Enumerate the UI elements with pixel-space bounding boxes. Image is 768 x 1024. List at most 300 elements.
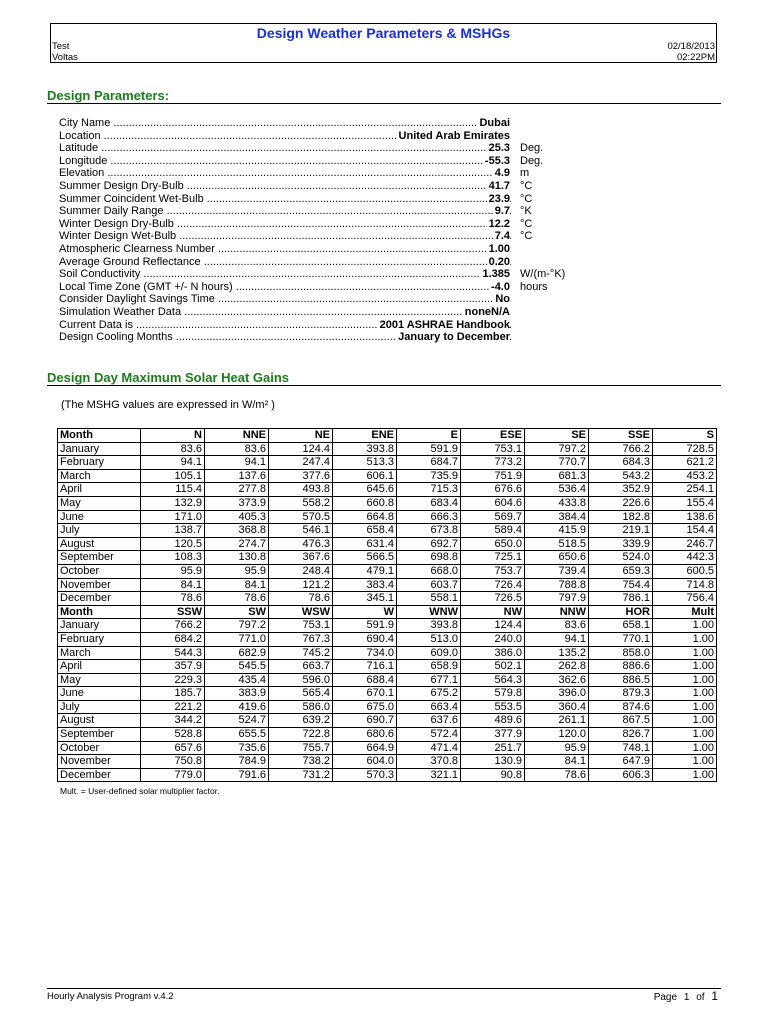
table-row — [58, 592, 717, 606]
value-cell: 415.9 — [525, 524, 589, 538]
value-cell: 502.1 — [461, 660, 525, 674]
value-cell: 766.2 — [589, 442, 653, 456]
parameter-label: Winter Design Dry-Bulb ..... — [59, 218, 511, 231]
value-cell: 788.8 — [525, 578, 589, 592]
parameter-row — [59, 142, 559, 155]
value-cell: 690.7 — [333, 714, 397, 728]
value-cell: 1.00 — [653, 687, 717, 701]
value-cell: 715.3 — [397, 483, 461, 497]
value-cell: 262.8 — [525, 660, 589, 674]
value-cell: 518.5 — [525, 537, 589, 551]
value-cell: 1.00 — [653, 728, 717, 742]
value-cell: 604.6 — [461, 496, 525, 510]
table-row — [58, 768, 717, 782]
value-cell: 751.9 — [461, 469, 525, 483]
value-cell: 240.0 — [461, 632, 525, 646]
table-row — [58, 483, 717, 497]
month-cell: July — [58, 524, 141, 538]
value-cell: 405.3 — [205, 510, 269, 524]
value-cell: 396.0 — [525, 687, 589, 701]
value-cell: 600.5 — [653, 564, 717, 578]
value-cell: 120.0 — [525, 728, 589, 742]
value-cell: 362.6 — [525, 673, 589, 687]
value-cell: 78.6 — [141, 592, 205, 606]
value-cell: 367.6 — [269, 551, 333, 565]
header-time: 02:22PM — [676, 52, 715, 63]
month-cell: February — [58, 632, 141, 646]
month-cell: October — [58, 564, 141, 578]
value-cell: 770.7 — [525, 456, 589, 470]
value-cell: 879.3 — [589, 687, 653, 701]
value-cell: 735.6 — [205, 741, 269, 755]
value-cell: 650.0 — [461, 537, 525, 551]
parameter-row — [59, 331, 559, 344]
parameter-value: Dubai — [479, 117, 510, 129]
value-cell: 650.6 — [525, 551, 589, 565]
parameter-label: Local Time Zone (GMT +/- N hours) ..... — [59, 281, 511, 294]
value-cell: 666.3 — [397, 510, 461, 524]
value-cell: 606.1 — [333, 469, 397, 483]
value-cell: 277.8 — [205, 483, 269, 497]
parameter-value: 1.00 — [488, 242, 510, 255]
mult-footnote: Mult. = User-defined solar multiplier factor. — [60, 786, 220, 796]
value-cell: 419.6 — [205, 700, 269, 714]
value-cell: 657.6 — [141, 741, 205, 755]
value-cell: 124.4 — [461, 619, 525, 633]
value-cell: 442.3 — [653, 551, 717, 565]
month-cell: August — [58, 537, 141, 551]
value-cell: 254.1 — [653, 483, 717, 497]
table-row — [58, 646, 717, 660]
value-cell: 251.7 — [461, 741, 525, 755]
value-cell: 739.4 — [525, 564, 589, 578]
value-cell: 784.9 — [205, 755, 269, 769]
column-header: SSW — [141, 605, 205, 619]
parameter-unit: hours — [520, 280, 548, 293]
value-cell: 745.2 — [269, 646, 333, 660]
value-cell: 528.8 — [141, 728, 205, 742]
value-cell: 513.3 — [333, 456, 397, 470]
parameter-row — [59, 130, 559, 143]
value-cell: 83.6 — [205, 442, 269, 456]
value-cell: 95.9 — [141, 564, 205, 578]
parameter-label: Simulation Weather Data ..... — [59, 306, 511, 319]
value-cell: 1.00 — [653, 646, 717, 660]
value-cell: 754.4 — [589, 578, 653, 592]
parameter-unit: °C — [520, 230, 533, 243]
mshg-heading: Design Day Maximum Solar Heat Gains — [47, 370, 290, 385]
parameter-label: Summer Coincident Wet-Bulb ..... — [59, 193, 511, 206]
value-cell: 373.9 — [205, 496, 269, 510]
value-cell: 135.2 — [525, 646, 589, 660]
parameter-label: Latitude ..... — [59, 142, 511, 155]
value-cell: 670.1 — [333, 687, 397, 701]
value-cell: 185.7 — [141, 687, 205, 701]
parameter-row — [59, 293, 559, 306]
parameter-label: Current Data is ..... — [59, 319, 511, 332]
value-cell: 435.4 — [205, 673, 269, 687]
value-cell: 675.0 — [333, 700, 397, 714]
parameter-row — [59, 268, 566, 281]
header-date: 02/18/2013 — [667, 41, 715, 52]
month-cell: June — [58, 510, 141, 524]
month-cell: March — [58, 469, 141, 483]
table-row — [58, 700, 717, 714]
value-cell: 753.1 — [269, 619, 333, 633]
parameter-label: Summer Design Dry-Bulb ..... — [59, 180, 511, 193]
value-cell: 377.6 — [269, 469, 333, 483]
parameter-value: 7.4 — [494, 230, 510, 243]
parameter-value: -55.3 — [484, 154, 510, 167]
value-cell: 155.4 — [653, 496, 717, 510]
value-cell: 655.5 — [205, 728, 269, 742]
value-cell: 368.8 — [205, 524, 269, 538]
value-cell: 543.2 — [589, 469, 653, 483]
value-cell: 345.1 — [333, 592, 397, 606]
page-number: 1 — [683, 992, 690, 1003]
value-cell: 1.00 — [653, 632, 717, 646]
parameter-unit: °K — [520, 205, 532, 218]
value-cell: 668.0 — [397, 564, 461, 578]
parameter-unit: Deg. — [520, 154, 544, 167]
value-cell: 606.3 — [589, 768, 653, 782]
table-row — [58, 578, 717, 592]
value-cell: 377.9 — [461, 728, 525, 742]
value-cell: 722.8 — [269, 728, 333, 742]
value-cell: 596.0 — [269, 673, 333, 687]
value-cell: 219.1 — [589, 524, 653, 538]
month-cell: June — [58, 687, 141, 701]
design-parameters-list — [59, 117, 566, 344]
value-cell: 544.3 — [141, 646, 205, 660]
value-cell: 1.00 — [653, 700, 717, 714]
value-cell: 586.0 — [269, 700, 333, 714]
parameter-row — [59, 167, 559, 180]
of-label: of — [696, 992, 705, 1003]
value-cell: 874.6 — [589, 700, 653, 714]
month-cell: January — [58, 619, 141, 633]
program-version: Hourly Analysis Program v.4.2 — [47, 991, 174, 1002]
value-cell: 524.7 — [205, 714, 269, 728]
parameter-label: Winter Design Wet-Bulb ..... — [59, 230, 511, 243]
value-cell: 728.5 — [653, 442, 717, 456]
value-cell: 604.0 — [333, 755, 397, 769]
value-cell: 553.5 — [461, 700, 525, 714]
value-cell: 138.7 — [141, 524, 205, 538]
section-divider — [47, 103, 721, 104]
value-cell: 247.4 — [269, 456, 333, 470]
value-cell: 489.6 — [461, 714, 525, 728]
parameter-row — [59, 243, 559, 256]
parameter-row — [59, 319, 559, 332]
value-cell: 558.1 — [397, 592, 461, 606]
table-row — [58, 456, 717, 470]
value-cell: 137.6 — [205, 469, 269, 483]
value-cell: 154.4 — [653, 524, 717, 538]
month-cell: October — [58, 741, 141, 755]
value-cell: 797.2 — [525, 442, 589, 456]
column-header: Mult — [653, 605, 717, 619]
page-total: 1 — [711, 989, 718, 1003]
parameter-unit: Deg. — [520, 142, 544, 155]
parameter-unit: W/(m-°K) — [520, 268, 566, 281]
parameter-unit: °C — [520, 192, 533, 205]
value-cell: 453.2 — [653, 469, 717, 483]
parameter-row — [59, 155, 559, 168]
value-cell: 753.7 — [461, 564, 525, 578]
value-cell: 682.9 — [205, 646, 269, 660]
column-header: SE — [525, 429, 589, 443]
parameter-label: Consider Daylight Savings Time ..... — [59, 293, 511, 306]
value-cell: 660.8 — [333, 496, 397, 510]
table-row — [58, 728, 717, 742]
value-cell: 726.4 — [461, 578, 525, 592]
column-header: HOR — [589, 605, 653, 619]
value-cell: 797.2 — [205, 619, 269, 633]
month-cell: November — [58, 755, 141, 769]
page-label: Page — [653, 992, 678, 1003]
month-cell: September — [58, 728, 141, 742]
value-cell: 383.9 — [205, 687, 269, 701]
column-header: Month — [58, 605, 141, 619]
value-cell: 714.8 — [653, 578, 717, 592]
value-cell: 647.9 — [589, 755, 653, 769]
value-cell: 246.7 — [653, 537, 717, 551]
value-cell: 858.0 — [589, 646, 653, 660]
column-header: NE — [269, 429, 333, 443]
month-cell: January — [58, 442, 141, 456]
value-cell: 248.4 — [269, 564, 333, 578]
value-cell: 558.2 — [269, 496, 333, 510]
report-title: Design Weather Parameters & MSHGs — [256, 25, 511, 41]
value-cell: 637.6 — [397, 714, 461, 728]
value-cell: 546.1 — [269, 524, 333, 538]
table-header-row — [58, 429, 717, 443]
table-row — [58, 510, 717, 524]
parameter-value: 23.9 — [488, 192, 510, 205]
value-cell: 344.2 — [141, 714, 205, 728]
column-header: ESE — [461, 429, 525, 443]
value-cell: 735.9 — [397, 469, 461, 483]
value-cell: 138.6 — [653, 510, 717, 524]
parameter-row — [59, 117, 559, 130]
section-divider — [47, 385, 721, 386]
value-cell: 688.4 — [333, 673, 397, 687]
page-indicator — [650, 989, 718, 1003]
table-row — [58, 687, 717, 701]
value-cell: 867.5 — [589, 714, 653, 728]
value-cell: 1.00 — [653, 673, 717, 687]
value-cell: 130.9 — [461, 755, 525, 769]
value-cell: 716.1 — [333, 660, 397, 674]
value-cell: 663.7 — [269, 660, 333, 674]
parameter-label: Elevation ..... — [59, 167, 511, 180]
table-row — [58, 619, 717, 633]
value-cell: 1.00 — [653, 768, 717, 782]
month-cell: December — [58, 768, 141, 782]
value-cell: 690.4 — [333, 632, 397, 646]
column-header: S — [653, 429, 717, 443]
value-cell: 226.6 — [589, 496, 653, 510]
value-cell: 676.6 — [461, 483, 525, 497]
month-cell: April — [58, 660, 141, 674]
table-row — [58, 442, 717, 456]
value-cell: 476.3 — [269, 537, 333, 551]
value-cell: 229.3 — [141, 673, 205, 687]
value-cell: 171.0 — [141, 510, 205, 524]
value-cell: 393.8 — [333, 442, 397, 456]
table-header-row — [58, 605, 717, 619]
parameter-value: 0.20 — [488, 255, 510, 268]
value-cell: 748.1 — [589, 741, 653, 755]
column-header: W — [333, 605, 397, 619]
value-cell: 78.6 — [525, 768, 589, 782]
parameter-unit: °C — [520, 217, 533, 230]
parameter-label: Design Cooling Months ..... — [59, 331, 511, 344]
value-cell: 766.2 — [141, 619, 205, 633]
table-row — [58, 741, 717, 755]
parameter-label: Summer Daily Range ..... — [59, 205, 511, 218]
value-cell: 383.4 — [333, 578, 397, 592]
value-cell: 94.1 — [205, 456, 269, 470]
value-cell: 321.1 — [397, 768, 461, 782]
value-cell: 773.2 — [461, 456, 525, 470]
value-cell: 393.8 — [397, 619, 461, 633]
parameter-label: Soil Conductivity ..... — [59, 268, 511, 281]
value-cell: 570.5 — [269, 510, 333, 524]
value-cell: 130.8 — [205, 551, 269, 565]
value-cell: 750.8 — [141, 755, 205, 769]
value-cell: 95.9 — [205, 564, 269, 578]
value-cell: 120.5 — [141, 537, 205, 551]
value-cell: 493.8 — [269, 483, 333, 497]
value-cell: 1.00 — [653, 619, 717, 633]
value-cell: 658.9 — [397, 660, 461, 674]
value-cell: 433.8 — [525, 496, 589, 510]
value-cell: 370.8 — [397, 755, 461, 769]
parameter-row — [59, 306, 559, 319]
parameter-label: City Name ..... — [59, 117, 511, 130]
value-cell: 572.4 — [397, 728, 461, 742]
parameter-row — [59, 230, 559, 243]
value-cell: 797.9 — [525, 592, 589, 606]
parameter-row — [59, 193, 559, 206]
value-cell: 886.6 — [589, 660, 653, 674]
column-header: Month — [58, 429, 141, 443]
table-row — [58, 537, 717, 551]
column-header: NNE — [205, 429, 269, 443]
column-header: SSE — [589, 429, 653, 443]
value-cell: 566.5 — [333, 551, 397, 565]
value-cell: 565.4 — [269, 687, 333, 701]
value-cell: 94.1 — [141, 456, 205, 470]
value-cell: 786.1 — [589, 592, 653, 606]
value-cell: 1.00 — [653, 741, 717, 755]
value-cell: 621.2 — [653, 456, 717, 470]
value-cell: 684.2 — [141, 632, 205, 646]
value-cell: 479.1 — [333, 564, 397, 578]
value-cell: 771.0 — [205, 632, 269, 646]
column-header: WNW — [397, 605, 461, 619]
table-row — [58, 564, 717, 578]
value-cell: 78.6 — [269, 592, 333, 606]
column-header: ENE — [333, 429, 397, 443]
value-cell: 683.4 — [397, 496, 461, 510]
parameter-value: United Arab Emirates — [398, 129, 510, 142]
value-cell: 659.3 — [589, 564, 653, 578]
parameter-label: Atmospheric Clearness Number ..... — [59, 243, 511, 256]
value-cell: 664.8 — [333, 510, 397, 524]
parameter-value: January to December — [398, 331, 510, 344]
value-cell: 639.2 — [269, 714, 333, 728]
month-cell: August — [58, 714, 141, 728]
value-cell: 1.00 — [653, 660, 717, 674]
parameter-label: Location ..... — [59, 130, 511, 143]
value-cell: 105.1 — [141, 469, 205, 483]
value-cell: 677.1 — [397, 673, 461, 687]
value-cell: 261.1 — [525, 714, 589, 728]
value-cell: 339.9 — [589, 537, 653, 551]
value-cell: 675.2 — [397, 687, 461, 701]
value-cell: 84.1 — [141, 578, 205, 592]
value-cell: 731.2 — [269, 768, 333, 782]
value-cell: 591.9 — [333, 619, 397, 633]
parameter-value: -4.0 — [491, 280, 510, 293]
value-cell: 658.4 — [333, 524, 397, 538]
value-cell: 386.0 — [461, 646, 525, 660]
value-cell: 684.7 — [397, 456, 461, 470]
value-cell: 570.3 — [333, 768, 397, 782]
value-cell: 755.7 — [269, 741, 333, 755]
value-cell: 684.3 — [589, 456, 653, 470]
value-cell: 770.1 — [589, 632, 653, 646]
value-cell: 1.00 — [653, 755, 717, 769]
value-cell: 692.7 — [397, 537, 461, 551]
month-cell: May — [58, 673, 141, 687]
parameter-unit: m — [520, 167, 530, 180]
parameter-value: 25.3 — [488, 142, 510, 155]
value-cell: 124.4 — [269, 442, 333, 456]
value-cell: 83.6 — [525, 619, 589, 633]
value-cell: 83.6 — [141, 442, 205, 456]
parameter-value: 4.9 — [494, 167, 510, 180]
parameter-row — [59, 180, 559, 193]
parameter-row — [59, 281, 559, 294]
value-cell: 78.6 — [205, 592, 269, 606]
value-cell: 221.2 — [141, 700, 205, 714]
value-cell: 564.3 — [461, 673, 525, 687]
value-cell: 352.9 — [589, 483, 653, 497]
value-cell: 734.0 — [333, 646, 397, 660]
parameter-row — [59, 205, 559, 218]
value-cell: 673.8 — [397, 524, 461, 538]
value-cell: 524.0 — [589, 551, 653, 565]
value-cell: 360.4 — [525, 700, 589, 714]
month-cell: November — [58, 578, 141, 592]
value-cell: 698.8 — [397, 551, 461, 565]
table-row — [58, 755, 717, 769]
month-cell: September — [58, 551, 141, 565]
parameter-value: 12.2 — [488, 217, 510, 230]
value-cell: 569.7 — [461, 510, 525, 524]
value-cell: 645.6 — [333, 483, 397, 497]
value-cell: 663.4 — [397, 700, 461, 714]
value-cell: 886.5 — [589, 673, 653, 687]
header-left-line2: Voltas — [52, 52, 78, 63]
column-header: SW — [205, 605, 269, 619]
value-cell: 579.8 — [461, 687, 525, 701]
parameter-value: No — [495, 293, 510, 306]
